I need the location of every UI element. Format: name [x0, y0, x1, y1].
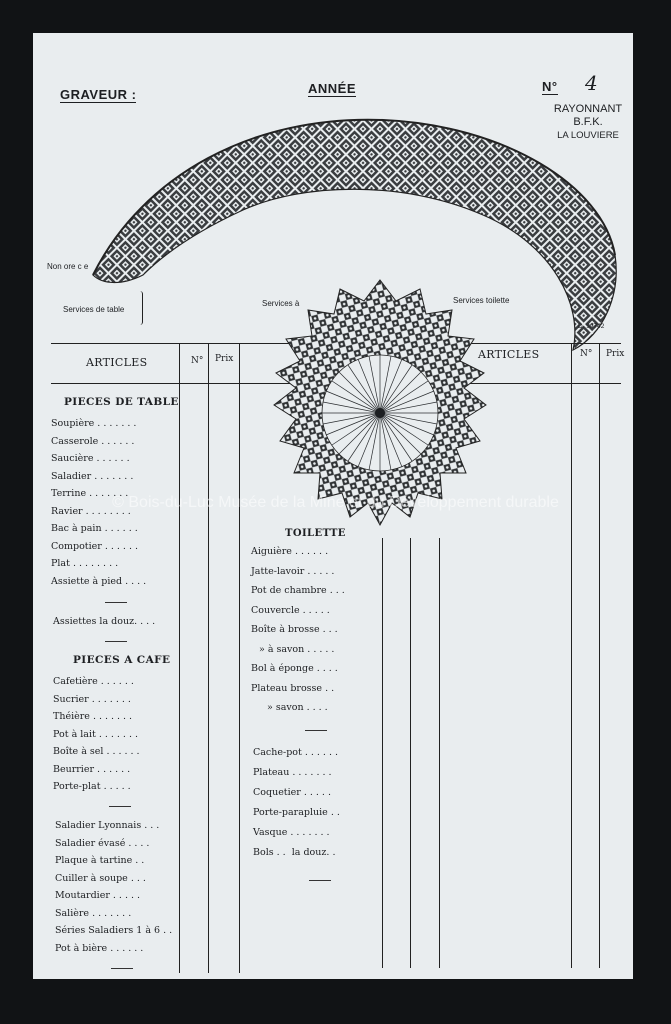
caption-services-a: Services à — [262, 299, 300, 308]
list-item: Bac à pain ...... — [51, 523, 141, 534]
misc-items-list — [55, 820, 179, 960]
list-item: » à savon ..... — [259, 643, 338, 655]
section-toilette: TOILETTE — [285, 528, 346, 539]
list-item: Ravier ........ — [51, 505, 134, 517]
column-divider — [439, 538, 440, 968]
list-item: Vasque ....... — [253, 827, 333, 838]
column-header-numero: N° — [191, 356, 204, 366]
list-item: Coquetier ..... — [253, 787, 334, 798]
column-divider — [208, 343, 209, 973]
list-item: Plat ........ — [51, 558, 122, 569]
separator-dash — [105, 602, 127, 603]
column-divider — [571, 343, 572, 968]
separator-dash — [305, 730, 327, 731]
separator-dash — [105, 641, 127, 642]
caption-services-toilette: Services toilette — [453, 296, 510, 305]
list-item: Porte-parapluie .. — [253, 807, 343, 818]
list-item-assiettes: Assiettes la douz. ... — [53, 616, 159, 627]
numero-handwritten: 4 — [585, 71, 598, 95]
list-item: Saladier Lyonnais ... — [55, 820, 163, 831]
column-header-articles-right: ARTICLES — [478, 348, 540, 361]
list-item: Boîte à sel ...... — [53, 746, 143, 757]
cafe-items-list — [53, 676, 179, 799]
separator-dash — [109, 806, 131, 807]
list-item: Saladier ....... — [51, 470, 137, 482]
caption-services-table: Services de table — [63, 305, 125, 314]
list-item: Séries Saladiers 1 à 6 .. — [55, 925, 176, 936]
column-divider — [179, 343, 180, 973]
column-header-articles: ARTICLES — [86, 356, 148, 369]
column-header-numero-right: N° — [580, 349, 593, 359]
column-divider — [382, 538, 383, 968]
list-item: Compotier ...... — [51, 540, 141, 552]
list-item: Théière ....... — [53, 711, 136, 722]
list-item: Beurrier ...... — [53, 763, 134, 775]
brace-mark — [140, 291, 143, 325]
list-item: Pot à lait ....... — [53, 728, 141, 740]
watermark: © Bois-du-Luc Musée de la Mine et du Développement durable — [112, 494, 559, 511]
reference-number: D. 99742 — [578, 323, 605, 330]
section-pieces-a-cafe: PIECES A CAFE — [73, 654, 171, 666]
caption-non-ore: Non ore c e — [47, 262, 89, 271]
list-item: Assiette à pied .... — [51, 575, 150, 587]
list-item: Cafetière ...... — [53, 676, 137, 687]
list-item: Salière ....... — [55, 907, 135, 919]
column-divider — [599, 343, 600, 968]
list-item: Saucière ...... — [51, 453, 133, 464]
separator-dash — [309, 880, 331, 881]
annee-label: ANNÉE — [308, 81, 357, 96]
list-item: Cuiller à soupe ... — [55, 872, 149, 884]
list-item: Couvercle ..... — [251, 604, 333, 616]
column-header-prix-right: Prix — [606, 349, 625, 359]
list-item: Plateau ....... — [253, 767, 335, 778]
list-item: Soupière ....... — [51, 418, 140, 429]
graveur-label: GRAVEUR : — [60, 87, 137, 102]
list-item: Plateau brosse .. — [251, 682, 338, 694]
list-item: Pot à bière ...... — [55, 942, 147, 954]
separator-dash — [111, 968, 133, 969]
list-item: Boîte à brosse ... — [251, 624, 341, 635]
list-item: Aiguière ...... — [251, 546, 332, 557]
pattern-label: RAYONNANT B.F.K. LA LOUVIERE — [553, 103, 623, 141]
list-item: Bol à éponge .... — [251, 663, 341, 674]
column-header-prix: Prix — [215, 354, 234, 364]
list-item: Cache-pot ...... — [253, 747, 341, 758]
numero-label: N° — [542, 79, 558, 94]
list-item: Bols .. la douz. . — [253, 847, 339, 858]
column-divider — [239, 343, 240, 973]
list-item: Porte-plat ..... — [53, 781, 134, 792]
section-pieces-de-table: PIECES DE TABLE — [64, 396, 179, 408]
other-items-list — [253, 747, 381, 867]
list-item: Jatte-lavoir ..... — [251, 565, 338, 577]
list-item: Casserole ...... — [51, 435, 138, 447]
list-item: Pot de chambre ... — [251, 585, 348, 596]
list-item: Saladier évasé .... — [55, 837, 153, 849]
list-item: Sucrier ....... — [53, 693, 134, 705]
list-item: Moutardier ..... — [55, 890, 144, 901]
list-item: Terrine ....... — [51, 488, 132, 499]
toilette-items-list — [251, 546, 381, 722]
list-item: Plaque à tartine .. — [55, 855, 148, 866]
list-item: » savon .... — [267, 702, 331, 713]
column-divider — [410, 538, 411, 968]
